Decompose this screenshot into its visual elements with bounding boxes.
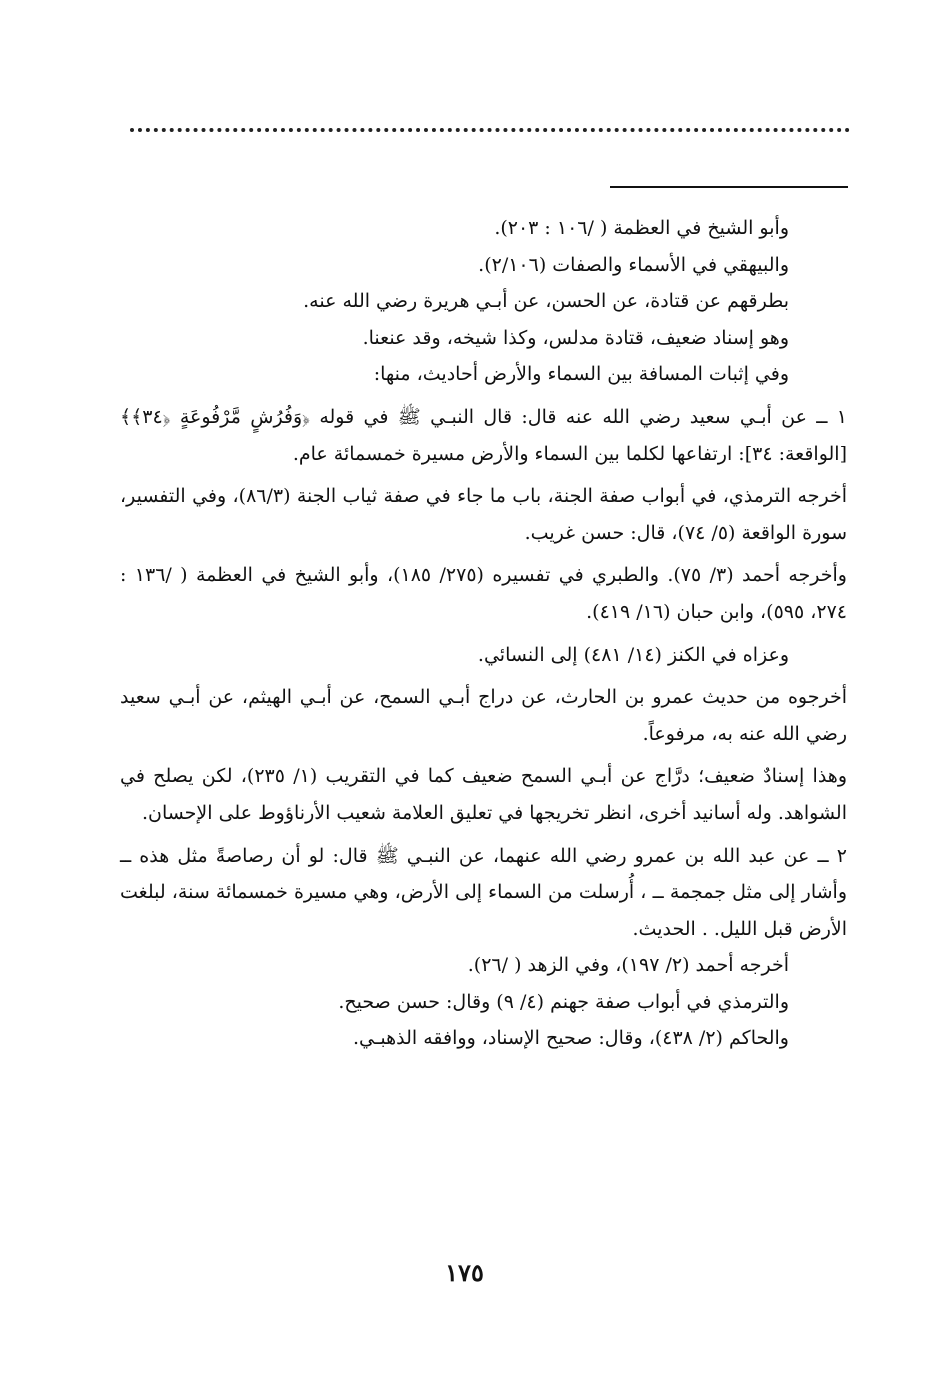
hadith-2-takhrij-ahmad: أخرجه أحمد (٢/ ١٩٧)، وفي الزهد ( /٢٦). xyxy=(467,954,789,977)
dotted-separator xyxy=(130,128,850,132)
footnote-rule xyxy=(610,186,848,188)
text-line: وفي إثبات المسافة بين السماء والأرض أحاديث، منها: xyxy=(373,363,789,386)
page-number: ١٧٥ xyxy=(445,1258,484,1287)
hadith-1-text: ١ ــ عن أبـي سعيد رضي الله عنه قال: قال النبـي ﷺ في قوله ﴿وَفُرُشٍ مَّرْفُوعَةٍ ﴿٣٤﴾﴾ [الواقعة: ٣٤]: ارتفاعها لكلما بين السماء والأرض مسيرة خمسمائة عام. xyxy=(120,405,847,465)
hadith-2-takhrij-hakim: والحاكم (٢/ ٤٣٨)، وقال: صحيح الإسناد، ووافقه الذهبـي. xyxy=(352,1027,789,1050)
hadith-2-takhrij-tirmidhi: والترمذي في أبواب صفة جهنم (٤/ ٩) وقال: حسن صحيح. xyxy=(338,990,789,1013)
hadith-2-text: ٢ ــ عن عبد الله بن عمرو رضي الله عنهما، عن النبـي ﷺ قال: لو أن رصاصةً مثل هذه ــ وأشار إلى مثل جمجمة ــ ، أُرسلت من السماء إلى الأرض، وهي مسيرة خمسمائة سنة، لبلغت الأرض قبل الليل. . الحديث. xyxy=(120,844,847,940)
page-body xyxy=(120,210,847,1057)
text-line: بطرقهم عن قتادة، عن الحسن، عن أبـي هريرة رضي الله عنه. xyxy=(303,290,789,313)
hadith-1-takhrij-ahmad: وأخرجه أحمد (٣/ ٧٥). والطبري في تفسيره (٢٧٥/ ١٨٥)، وأبو الشيخ في العظمة ( /١٣٦ : ٢٧٤، ٥٩٥)، وابن حبان (١٦/ ٤١٩). xyxy=(120,564,847,623)
text-line: والبيهقي في الأسماء والصفات (٢/١٠٦). xyxy=(478,253,789,276)
text-line: وهو إسناد ضعيف، قتادة مدلس، وكذا شيخه، وقد عنعنا. xyxy=(362,326,789,349)
hadith-1-takhrij-tirmidhi: أخرجه الترمذي، في أبواب صفة الجنة، باب ما جاء في صفة ثياب الجنة (٨٦/٣)، وفي التفسير، سورة الواقعة (٥/ ٧٤)، قال: حسن غريب. xyxy=(120,485,847,544)
hadith-1-chain: أخرجوه من حديث عمرو بن الحارث، عن دراج أبـي السمح، عن أبـي الهيثم، عن أبـي سعيد رضي الله عنه به، مرفوعاً. xyxy=(120,686,847,745)
hadith-1-kanz: وعزاه في الكنز (١٤/ ٤٨١) إلى النسائي. xyxy=(477,643,789,666)
hadith-1-grading: وهذا إسنادٌ ضعيف؛ درَّاج عن أبـي السمح ضعيف كما في التقريب (١/ ٢٣٥)، لكن يصلح في الشواهد. وله أسانيد أخرى، انظر تخريجها في تعليق العلامة شعيب الأرناؤوط على الإحسان. xyxy=(120,765,847,824)
text-line: وأبو الشيخ في العظمة ( /١٠٦ : ٢٠٣). xyxy=(494,217,789,239)
